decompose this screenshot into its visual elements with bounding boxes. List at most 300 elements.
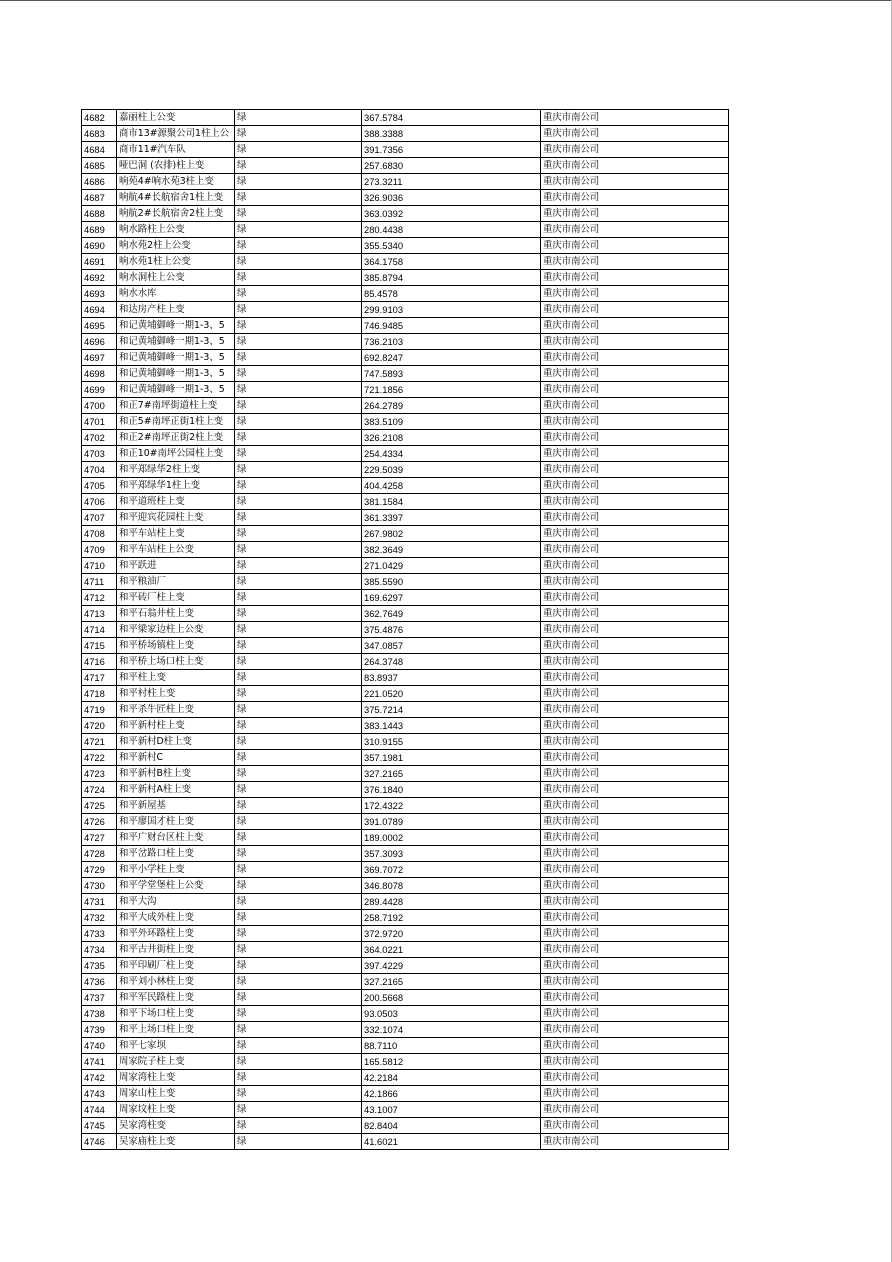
company-cell: 重庆市南公司 [541, 910, 729, 926]
transformer-name-cell: 和平大成外柱上变 [117, 910, 235, 926]
transformer-name-cell: 和平杀牛匠柱上变 [117, 702, 235, 718]
company-cell: 重庆市南公司 [541, 878, 729, 894]
value-cell: 385.8794 [362, 270, 541, 286]
table-row [82, 926, 729, 942]
company-cell: 重庆市南公司 [541, 286, 729, 302]
row-id-cell: 4722 [82, 750, 117, 766]
company-cell: 重庆市南公司 [541, 670, 729, 686]
row-id-cell: 4684 [82, 142, 117, 158]
table-row [82, 734, 729, 750]
table-row [82, 158, 729, 174]
table-row [82, 382, 729, 398]
row-id-cell: 4692 [82, 270, 117, 286]
table-row [82, 974, 729, 990]
status-color-cell: 绿 [235, 190, 362, 206]
table-row [82, 526, 729, 542]
transformer-name-cell: 和平车站柱上公变 [117, 542, 235, 558]
status-color-cell: 绿 [235, 494, 362, 510]
table-row [82, 446, 729, 462]
transformer-name-cell: 和平上场口柱上变 [117, 1022, 235, 1038]
transformer-name-cell: 和平砖厂柱上变 [117, 590, 235, 606]
company-cell: 重庆市南公司 [541, 494, 729, 510]
company-cell: 重庆市南公司 [541, 398, 729, 414]
company-cell: 重庆市南公司 [541, 1022, 729, 1038]
status-color-cell: 绿 [235, 302, 362, 318]
row-id-cell: 4698 [82, 366, 117, 382]
status-color-cell: 绿 [235, 670, 362, 686]
transformer-name-cell: 和平军民路柱上变 [117, 990, 235, 1006]
transformer-name-cell: 和记黄埔御峰一期1-3、5 [117, 382, 235, 398]
status-color-cell: 绿 [235, 1102, 362, 1118]
transformer-name-cell: 和平车站柱上变 [117, 526, 235, 542]
status-color-cell: 绿 [235, 638, 362, 654]
value-cell: 391.0789 [362, 814, 541, 830]
transformer-name-cell: 和平岔路口柱上变 [117, 846, 235, 862]
company-cell: 重庆市南公司 [541, 574, 729, 590]
table-row [82, 142, 729, 158]
row-id-cell: 4686 [82, 174, 117, 190]
status-color-cell: 绿 [235, 926, 362, 942]
table-row [82, 350, 729, 366]
table-row [82, 206, 729, 222]
status-color-cell: 绿 [235, 974, 362, 990]
value-cell: 364.1758 [362, 254, 541, 270]
table-row [82, 574, 729, 590]
transformer-name-cell: 和平学堂堡柱上公变 [117, 878, 235, 894]
table-row [82, 990, 729, 1006]
transformer-name-cell: 和正5#南坪正街1柱上变 [117, 414, 235, 430]
value-cell: 172.4322 [362, 798, 541, 814]
table-row [82, 222, 729, 238]
value-cell: 310.9155 [362, 734, 541, 750]
status-color-cell: 绿 [235, 206, 362, 222]
status-color-cell: 绿 [235, 1134, 362, 1150]
row-id-cell: 4733 [82, 926, 117, 942]
table-row [82, 494, 729, 510]
status-color-cell: 绿 [235, 606, 362, 622]
table-row [82, 126, 729, 142]
value-cell: 375.4876 [362, 622, 541, 638]
status-color-cell: 绿 [235, 350, 362, 366]
table-row [82, 462, 729, 478]
transformer-name-cell: 嘉丽柱上公变 [117, 110, 235, 126]
table-row [82, 894, 729, 910]
company-cell: 重庆市南公司 [541, 606, 729, 622]
company-cell: 重庆市南公司 [541, 894, 729, 910]
transformer-name-cell: 响航4#长航宿舍1柱上变 [117, 190, 235, 206]
table-row [82, 1086, 729, 1102]
value-cell: 254.4334 [362, 446, 541, 462]
value-cell: 221.0520 [362, 686, 541, 702]
row-id-cell: 4689 [82, 222, 117, 238]
company-cell: 重庆市南公司 [541, 414, 729, 430]
transformer-name-cell: 和平小学柱上变 [117, 862, 235, 878]
value-cell: 273.3211 [362, 174, 541, 190]
row-id-cell: 4717 [82, 670, 117, 686]
row-id-cell: 4745 [82, 1118, 117, 1134]
table-row [82, 190, 729, 206]
row-id-cell: 4740 [82, 1038, 117, 1054]
row-id-cell: 4708 [82, 526, 117, 542]
transformer-name-cell: 和平刘小林柱上变 [117, 974, 235, 990]
table-row [82, 670, 729, 686]
table-row [82, 1038, 729, 1054]
page-top-border [0, 0, 892, 1]
row-id-cell: 4713 [82, 606, 117, 622]
company-cell: 重庆市南公司 [541, 110, 729, 126]
status-color-cell: 绿 [235, 766, 362, 782]
transformer-name-cell: 周家湾柱上变 [117, 1070, 235, 1086]
row-id-cell: 4734 [82, 942, 117, 958]
status-color-cell: 绿 [235, 1118, 362, 1134]
company-cell: 重庆市南公司 [541, 798, 729, 814]
value-cell: 82.8404 [362, 1118, 541, 1134]
transformer-name-cell: 和正7#南坪街道柱上变 [117, 398, 235, 414]
table-row [82, 766, 729, 782]
row-id-cell: 4715 [82, 638, 117, 654]
status-color-cell: 绿 [235, 830, 362, 846]
company-cell: 重庆市南公司 [541, 1102, 729, 1118]
value-cell: 43.1007 [362, 1102, 541, 1118]
table-row [82, 782, 729, 798]
row-id-cell: 4725 [82, 798, 117, 814]
row-id-cell: 4709 [82, 542, 117, 558]
value-cell: 383.1443 [362, 718, 541, 734]
value-cell: 397.4229 [362, 958, 541, 974]
row-id-cell: 4746 [82, 1134, 117, 1150]
table-row [82, 510, 729, 526]
value-cell: 363.0392 [362, 206, 541, 222]
value-cell: 264.2789 [362, 398, 541, 414]
status-color-cell: 绿 [235, 526, 362, 542]
transformer-name-cell: 和平新村柱上变 [117, 718, 235, 734]
status-color-cell: 绿 [235, 1086, 362, 1102]
company-cell: 重庆市南公司 [541, 382, 729, 398]
row-id-cell: 4738 [82, 1006, 117, 1022]
company-cell: 重庆市南公司 [541, 334, 729, 350]
value-cell: 85.4578 [362, 286, 541, 302]
transformer-name-cell: 和平道班柱上变 [117, 494, 235, 510]
row-id-cell: 4719 [82, 702, 117, 718]
status-color-cell: 绿 [235, 366, 362, 382]
status-color-cell: 绿 [235, 846, 362, 862]
value-cell: 376.1840 [362, 782, 541, 798]
transformer-name-cell: 和平迎宾花园柱上变 [117, 510, 235, 526]
value-cell: 391.7356 [362, 142, 541, 158]
company-cell: 重庆市南公司 [541, 318, 729, 334]
company-cell: 重庆市南公司 [541, 686, 729, 702]
transformer-name-cell: 响苑4#响水苑3柱上变 [117, 174, 235, 190]
status-color-cell: 绿 [235, 382, 362, 398]
company-cell: 重庆市南公司 [541, 446, 729, 462]
status-color-cell: 绿 [235, 1054, 362, 1070]
row-id-cell: 4694 [82, 302, 117, 318]
row-id-cell: 4712 [82, 590, 117, 606]
table-row [82, 286, 729, 302]
value-cell: 736.2103 [362, 334, 541, 350]
transformer-name-cell: 响水苑2柱上公变 [117, 238, 235, 254]
transformer-name-cell: 和平柱上变 [117, 670, 235, 686]
status-color-cell: 绿 [235, 654, 362, 670]
transformer-name-cell: 周家山柱上变 [117, 1086, 235, 1102]
table-row [82, 654, 729, 670]
value-cell: 189.0002 [362, 830, 541, 846]
value-cell: 41.6021 [362, 1134, 541, 1150]
value-cell: 327.2165 [362, 766, 541, 782]
status-color-cell: 绿 [235, 398, 362, 414]
value-cell: 289.4428 [362, 894, 541, 910]
table-row [82, 1054, 729, 1070]
row-id-cell: 4699 [82, 382, 117, 398]
status-color-cell: 绿 [235, 1070, 362, 1086]
value-cell: 383.5109 [362, 414, 541, 430]
row-id-cell: 4696 [82, 334, 117, 350]
company-cell: 重庆市南公司 [541, 190, 729, 206]
transformer-name-cell: 和平下场口柱上变 [117, 1006, 235, 1022]
row-id-cell: 4716 [82, 654, 117, 670]
status-color-cell: 绿 [235, 174, 362, 190]
table-row [82, 878, 729, 894]
transformer-name-cell: 和平粮油厂 [117, 574, 235, 590]
table-row [82, 846, 729, 862]
status-color-cell: 绿 [235, 702, 362, 718]
status-color-cell: 绿 [235, 590, 362, 606]
company-cell: 重庆市南公司 [541, 734, 729, 750]
company-cell: 重庆市南公司 [541, 254, 729, 270]
company-cell: 重庆市南公司 [541, 1070, 729, 1086]
transformer-name-cell: 和平古井街柱上变 [117, 942, 235, 958]
transformer-name-cell: 和平桥场镇柱上变 [117, 638, 235, 654]
value-cell: 362.7649 [362, 606, 541, 622]
status-color-cell: 绿 [235, 270, 362, 286]
transformer-name-cell: 周家院子柱上变 [117, 1054, 235, 1070]
company-cell: 重庆市南公司 [541, 142, 729, 158]
row-id-cell: 4687 [82, 190, 117, 206]
value-cell: 367.5784 [362, 110, 541, 126]
value-cell: 347.0857 [362, 638, 541, 654]
status-color-cell: 绿 [235, 462, 362, 478]
status-color-cell: 绿 [235, 878, 362, 894]
company-cell: 重庆市南公司 [541, 126, 729, 142]
company-cell: 重庆市南公司 [541, 462, 729, 478]
table-row [82, 398, 729, 414]
status-color-cell: 绿 [235, 126, 362, 142]
company-cell: 重庆市南公司 [541, 702, 729, 718]
row-id-cell: 4726 [82, 814, 117, 830]
transformer-name-cell: 周家坟柱上变 [117, 1102, 235, 1118]
transformer-name-cell: 和记黄埔御峰一期1-3、5 [117, 334, 235, 350]
status-color-cell: 绿 [235, 622, 362, 638]
table-row [82, 430, 729, 446]
value-cell: 200.5668 [362, 990, 541, 1006]
company-cell: 重庆市南公司 [541, 958, 729, 974]
row-id-cell: 4744 [82, 1102, 117, 1118]
transformer-name-cell: 和记黄埔御峰一期1-3、5 [117, 318, 235, 334]
transformer-name-cell: 和平印刷厂柱上变 [117, 958, 235, 974]
status-color-cell: 绿 [235, 414, 362, 430]
status-color-cell: 绿 [235, 942, 362, 958]
row-id-cell: 4723 [82, 766, 117, 782]
value-cell: 93.0503 [362, 1006, 541, 1022]
company-cell: 重庆市南公司 [541, 1006, 729, 1022]
value-cell: 42.2184 [362, 1070, 541, 1086]
transformer-name-cell: 和平跃进 [117, 558, 235, 574]
table-row [82, 750, 729, 766]
table-row [82, 1102, 729, 1118]
table-row [82, 590, 729, 606]
row-id-cell: 4704 [82, 462, 117, 478]
company-cell: 重庆市南公司 [541, 238, 729, 254]
table-row [82, 830, 729, 846]
company-cell: 重庆市南公司 [541, 1038, 729, 1054]
company-cell: 重庆市南公司 [541, 350, 729, 366]
status-color-cell: 绿 [235, 782, 362, 798]
value-cell: 332.1074 [362, 1022, 541, 1038]
table-row [82, 542, 729, 558]
row-id-cell: 4710 [82, 558, 117, 574]
table-row [82, 910, 729, 926]
company-cell: 重庆市南公司 [541, 302, 729, 318]
row-id-cell: 4727 [82, 830, 117, 846]
company-cell: 重庆市南公司 [541, 750, 729, 766]
company-cell: 重庆市南公司 [541, 174, 729, 190]
table-row [82, 558, 729, 574]
row-id-cell: 4742 [82, 1070, 117, 1086]
transformer-name-cell: 和平村柱上变 [117, 686, 235, 702]
transformer-name-cell: 和记黄埔御峰一期1-3、5 [117, 350, 235, 366]
transformer-name-cell: 和平新村C [117, 750, 235, 766]
company-cell: 重庆市南公司 [541, 558, 729, 574]
status-color-cell: 绿 [235, 734, 362, 750]
transformer-name-cell: 响航2#长航宿舍2柱上变 [117, 206, 235, 222]
value-cell: 361.3397 [362, 510, 541, 526]
status-color-cell: 绿 [235, 894, 362, 910]
row-id-cell: 4714 [82, 622, 117, 638]
value-cell: 357.1981 [362, 750, 541, 766]
transformer-name-cell: 和记黄埔御峰一期1-3、5 [117, 366, 235, 382]
value-cell: 165.5812 [362, 1054, 541, 1070]
company-cell: 重庆市南公司 [541, 366, 729, 382]
status-color-cell: 绿 [235, 574, 362, 590]
company-cell: 重庆市南公司 [541, 526, 729, 542]
row-id-cell: 4739 [82, 1022, 117, 1038]
transformer-name-cell: 响水路柱上公变 [117, 222, 235, 238]
value-cell: 169.6297 [362, 590, 541, 606]
transformer-name-cell: 吴家庙柱上变 [117, 1134, 235, 1150]
transformer-name-cell: 响水苑1柱上公变 [117, 254, 235, 270]
row-id-cell: 4729 [82, 862, 117, 878]
table-row [82, 622, 729, 638]
status-color-cell: 绿 [235, 542, 362, 558]
value-cell: 721.1856 [362, 382, 541, 398]
status-color-cell: 绿 [235, 318, 362, 334]
value-cell: 385.5590 [362, 574, 541, 590]
table-row [82, 718, 729, 734]
table-row [82, 1022, 729, 1038]
row-id-cell: 4731 [82, 894, 117, 910]
value-cell: 388.3388 [362, 126, 541, 142]
status-color-cell: 绿 [235, 142, 362, 158]
transformer-name-cell: 哑巴洞 (农排)柱上变 [117, 158, 235, 174]
value-cell: 258.7192 [362, 910, 541, 926]
row-id-cell: 4711 [82, 574, 117, 590]
company-cell: 重庆市南公司 [541, 1086, 729, 1102]
transformer-name-cell: 和平桥上场口柱上变 [117, 654, 235, 670]
row-id-cell: 4735 [82, 958, 117, 974]
company-cell: 重庆市南公司 [541, 206, 729, 222]
company-cell: 重庆市南公司 [541, 222, 729, 238]
company-cell: 重庆市南公司 [541, 926, 729, 942]
transformer-name-cell: 响水水库 [117, 286, 235, 302]
row-id-cell: 4702 [82, 430, 117, 446]
table-row [82, 414, 729, 430]
row-id-cell: 4741 [82, 1054, 117, 1070]
row-id-cell: 4720 [82, 718, 117, 734]
transformer-name-cell: 和平广财台区柱上变 [117, 830, 235, 846]
row-id-cell: 4730 [82, 878, 117, 894]
transformer-name-cell: 和平郑绿华1柱上变 [117, 478, 235, 494]
status-color-cell: 绿 [235, 798, 362, 814]
status-color-cell: 绿 [235, 910, 362, 926]
table-row [82, 942, 729, 958]
company-cell: 重庆市南公司 [541, 510, 729, 526]
value-cell: 404.4258 [362, 478, 541, 494]
company-cell: 重庆市南公司 [541, 430, 729, 446]
company-cell: 重庆市南公司 [541, 974, 729, 990]
status-color-cell: 绿 [235, 446, 362, 462]
status-color-cell: 绿 [235, 814, 362, 830]
status-color-cell: 绿 [235, 558, 362, 574]
row-id-cell: 4743 [82, 1086, 117, 1102]
value-cell: 369.7072 [362, 862, 541, 878]
table-row [82, 1134, 729, 1150]
status-color-cell: 绿 [235, 1006, 362, 1022]
status-color-cell: 绿 [235, 686, 362, 702]
status-color-cell: 绿 [235, 286, 362, 302]
transformer-name-cell: 和平石翁井柱上变 [117, 606, 235, 622]
row-id-cell: 4690 [82, 238, 117, 254]
value-cell: 357.3093 [362, 846, 541, 862]
transformer-table [81, 109, 729, 1150]
table-row [82, 958, 729, 974]
value-cell: 299.9103 [362, 302, 541, 318]
table-row [82, 686, 729, 702]
row-id-cell: 4701 [82, 414, 117, 430]
table-row [82, 174, 729, 190]
company-cell: 重庆市南公司 [541, 718, 729, 734]
table-row [82, 318, 729, 334]
value-cell: 257.6830 [362, 158, 541, 174]
value-cell: 692.8247 [362, 350, 541, 366]
row-id-cell: 4737 [82, 990, 117, 1006]
company-cell: 重庆市南公司 [541, 158, 729, 174]
status-color-cell: 绿 [235, 254, 362, 270]
table-row [82, 238, 729, 254]
status-color-cell: 绿 [235, 510, 362, 526]
value-cell: 375.7214 [362, 702, 541, 718]
value-cell: 355.5340 [362, 238, 541, 254]
status-color-cell: 绿 [235, 1022, 362, 1038]
transformer-name-cell: 和平新村D柱上变 [117, 734, 235, 750]
row-id-cell: 4697 [82, 350, 117, 366]
table-row [82, 862, 729, 878]
row-id-cell: 4688 [82, 206, 117, 222]
value-cell: 372.9720 [362, 926, 541, 942]
row-id-cell: 4736 [82, 974, 117, 990]
row-id-cell: 4693 [82, 286, 117, 302]
company-cell: 重庆市南公司 [541, 862, 729, 878]
value-cell: 280.4438 [362, 222, 541, 238]
